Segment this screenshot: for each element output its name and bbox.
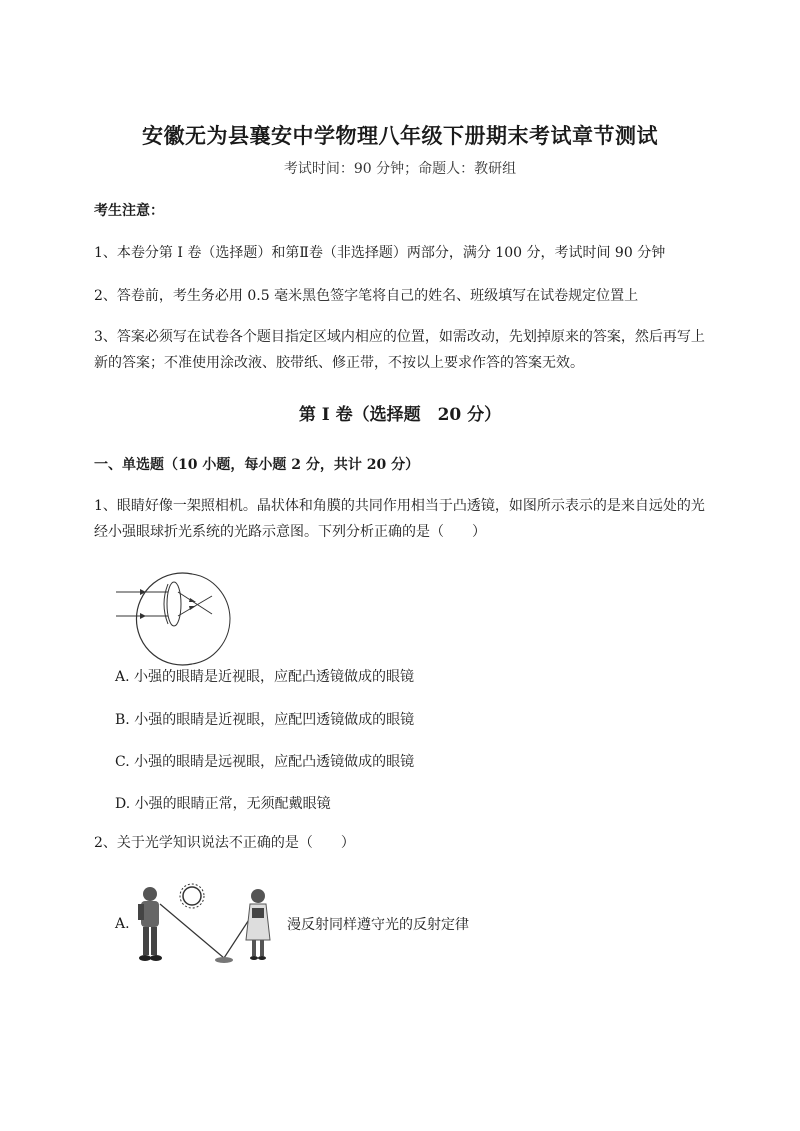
question-1-option-d[interactable]: D. 小强的眼睛正常，无须配戴眼镜 xyxy=(115,796,331,812)
ray-arrow-icon xyxy=(189,606,196,610)
question-1-option-c[interactable]: C. 小强的眼睛是远视眼，应配凸透镜做成的眼镜 xyxy=(115,754,415,770)
question-1-option-a[interactable]: A. 小强的眼睛是近视眼，应配凸透镜做成的眼镜 xyxy=(115,669,415,685)
ray-arrow-icon xyxy=(140,613,146,619)
reflection-illustration xyxy=(128,882,276,968)
section-title: 第 I 卷（选择题 20 分） xyxy=(298,405,502,425)
document-subtitle: 考试时间：90 分钟；命题人：教研组 xyxy=(283,161,517,177)
notice-item-2: 2、答卷前，考生务必用 0.5 毫米黑色签字笔将自己的姓名、班级填写在试卷规定位置上 xyxy=(94,288,639,304)
girl-figure-icon xyxy=(246,889,270,960)
notice-item-1: 1、本卷分第 I 卷（选择题）和第Ⅱ卷（非选择题）两部分，满分 100 分，考试时间 90 分钟 xyxy=(94,245,666,261)
ray-arrow-icon xyxy=(189,598,196,602)
eyeball-outline xyxy=(136,573,192,665)
ground-patch xyxy=(215,957,233,963)
refracted-ray xyxy=(178,592,212,614)
question-1-option-b[interactable]: B. 小强的眼睛是近视眼，应配凹透镜做成的眼镜 xyxy=(115,712,415,728)
notice-heading: 考生注意： xyxy=(94,203,164,219)
eye-diagram xyxy=(112,566,232,668)
question-2-stem: 2、关于光学知识说法不正确的是（ ） xyxy=(94,835,355,851)
question-2-option-a-label[interactable]: A. xyxy=(115,916,130,932)
sun-icon xyxy=(180,884,204,908)
notice-item-3: 3、答案必须写在试卷各个题目指定区域内相应的位置，如需改动，先划掉原来的答案，然后再写上新的答案；不准使用涂改液、胶带纸、修正带，不按以上要求作答的答案无效。 xyxy=(94,329,705,371)
document-title: 安徽无为县襄安中学物理八年级下册期末考试章节测试 xyxy=(142,123,658,148)
question-2-option-a-text[interactable]: 漫反射同样遵守光的反射定律 xyxy=(287,917,469,933)
question-1-stem: 1、眼睛好像一架照相机。晶状体和角膜的共同作用相当于凸透镜，如图所示表示的是来自远处的光经小强眼球折光系统的光路示意图。下列分析正确的是（ ） xyxy=(94,498,705,540)
lens-ellipse xyxy=(167,582,181,626)
section-subheading: 一、单选题（10 小题，每小题 2 分，共计 20 分） xyxy=(94,457,420,473)
light-path-line xyxy=(160,904,224,958)
eyeball-back xyxy=(192,574,230,664)
boy-figure-icon xyxy=(138,887,162,961)
